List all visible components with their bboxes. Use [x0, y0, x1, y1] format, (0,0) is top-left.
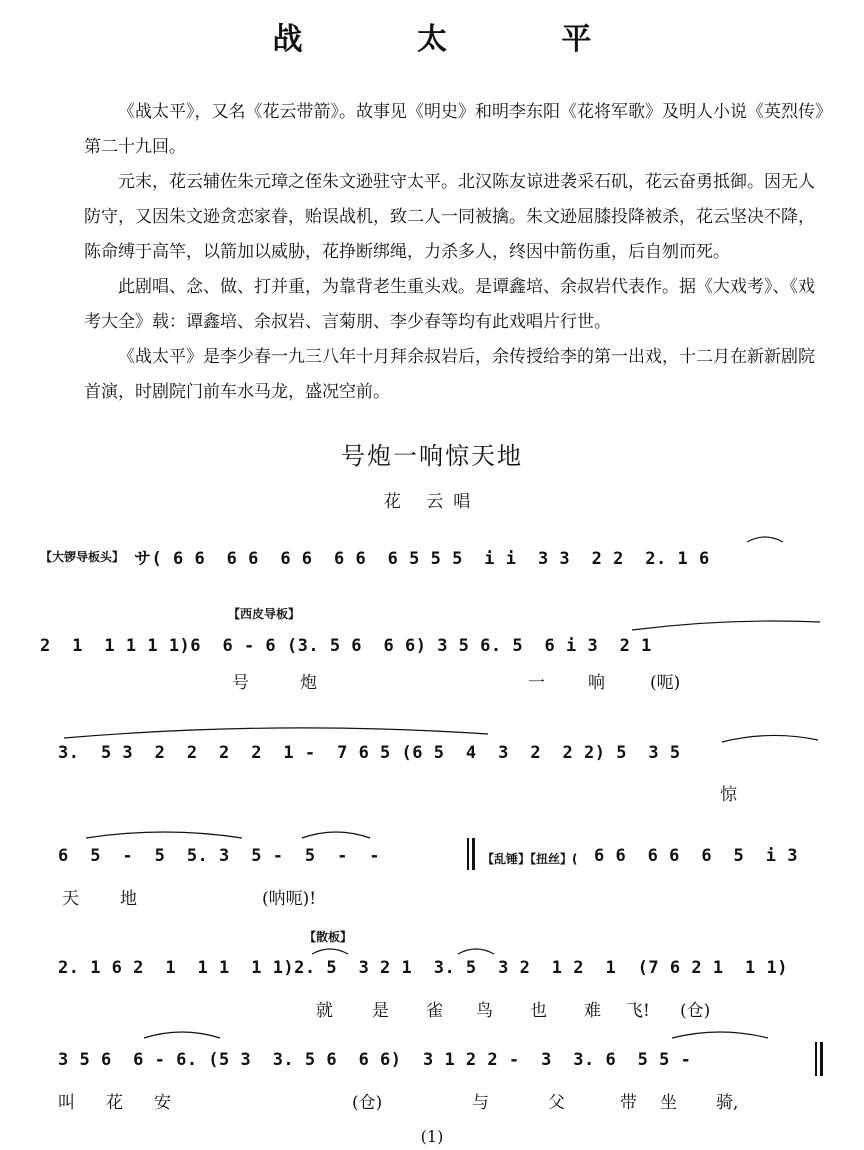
- lyric: 花: [106, 1093, 123, 1113]
- score-tag-sanban: 【散板】: [304, 930, 353, 944]
- score-notes-line-2: 2 1 1 1 1 1)6 6 - 6 (3. 5 6 6 6) 3 5 6. 5 6 i 3 2 1: [40, 636, 652, 656]
- page-number: (1): [420, 1127, 444, 1146]
- score-notes-line-5: 2. 1 6 2 1 1 1 1 1)2. 5 3 2 1 3. 5 3 2 1 2 1 (7 6 2 1 1 1): [58, 958, 788, 978]
- lyric: (仓): [352, 1093, 383, 1113]
- lyric: (呃): [650, 673, 681, 693]
- lyric: 叫: [58, 1093, 75, 1113]
- slur-mark: [630, 618, 822, 632]
- slur-mark: [310, 944, 350, 956]
- paragraph-2: 元末，花云辅佐朱元璋之侄朱文逊驻守太平。北汉陈友谅进袭采石矶，花云奋勇抵御。因无人防守，又因朱文逊贪恋家眷，贻误战机，致二人一同被擒。朱文逊屈膝投降被杀，花云坚决不降，陈命缚于高竿，以箭加以威胁，花挣断绑绳，力杀多人，终因中箭伤重，后自刎而死。: [84, 172, 815, 262]
- lyric: 号: [232, 673, 249, 693]
- lyric: 安: [154, 1093, 171, 1113]
- slur-mark: [745, 532, 785, 544]
- paragraph-4: 《战太平》是李少春一九三八年十月拜余叔岩后，余传授给李的第一出戏，十二月在新新剧院首演，时剧院门前车水马龙，盛况空前。: [84, 347, 815, 402]
- paragraph-3: 此剧唱、念、做、打并重，为靠背老生重头戏。是谭鑫培、余叔岩代表作。据《大戏考》、《戏考大全》载：谭鑫培、余叔岩、言菊朋、李少春等均有此戏唱片行世。: [84, 277, 815, 332]
- slur-mark: [670, 1026, 770, 1040]
- lyric: 响: [588, 673, 605, 693]
- lyric: 难: [584, 1001, 601, 1021]
- page-title: 战 太 平: [272, 22, 644, 57]
- score-notes-line-3: 3. 5 3 2 2 2 2 1 - 7 6 5 (6 5 4 3 2 2 2) 5 3 5: [58, 743, 681, 763]
- slur-mark: [84, 826, 244, 840]
- paragraph-1: 《战太平》，又名《花云带箭》。故事见《明史》和明李东阳《花将军歌》及明人小说《英烈传》第二十九回。: [84, 102, 824, 157]
- lyric: 带: [620, 1093, 637, 1113]
- slur-mark: [300, 826, 372, 840]
- lyric: 天: [62, 889, 79, 909]
- lyric: 惊: [720, 785, 737, 805]
- score-tag-xipi: 【西皮导板】: [228, 607, 301, 621]
- lyric: 雀: [426, 1001, 443, 1021]
- slur-mark: [720, 730, 820, 744]
- double-barline: [820, 1042, 823, 1076]
- lyric: 是: [372, 1001, 389, 1021]
- lyric: 父: [548, 1093, 565, 1113]
- double-barline: [472, 838, 475, 870]
- lyric: 地: [120, 889, 137, 909]
- lyric: 一: [528, 673, 545, 693]
- score-notes-line-1: サ( 6 6 6 6 6 6 6 6 6 5 5 5 i i 3 3 2 2 2. 1 6: [134, 549, 710, 569]
- slur-mark: [456, 944, 496, 956]
- lyric: 与: [472, 1093, 489, 1113]
- lyric: 也: [530, 1001, 547, 1021]
- score-notes-line-4: 6 5 - 5 5. 3 5 - 5 - -: [58, 846, 381, 866]
- lyric: (呐呃)!: [262, 889, 317, 909]
- score-tag-luanchui: 【乱锤】【扭丝】(: [482, 852, 578, 866]
- slur-mark: [62, 720, 490, 740]
- lyric: (仓): [680, 1001, 711, 1021]
- lyric: 坐: [660, 1093, 677, 1113]
- double-barline: [815, 1042, 817, 1076]
- double-barline: [467, 838, 469, 870]
- slur-mark: [142, 1026, 222, 1040]
- score-notes-line-4b: 6 6 6 6 6 5 i 3: [594, 846, 798, 866]
- lyric: 就: [316, 1001, 333, 1021]
- score-tag-intro: 【大锣导板头】: [40, 550, 125, 564]
- lyric: 鸟: [476, 1001, 493, 1021]
- lyric: 飞!: [626, 1001, 650, 1021]
- song-title: 号炮一响惊天地: [341, 442, 523, 470]
- score-notes-line-6: 3 5 6 6 - 6. (5 3 3. 5 6 6 6) 3 1 2 2 - 3 3. 6 5 5 -: [58, 1050, 692, 1070]
- lyric: 炮: [300, 673, 317, 693]
- lyric: 骑,: [716, 1093, 739, 1113]
- song-singer: 花 云唱: [383, 492, 481, 512]
